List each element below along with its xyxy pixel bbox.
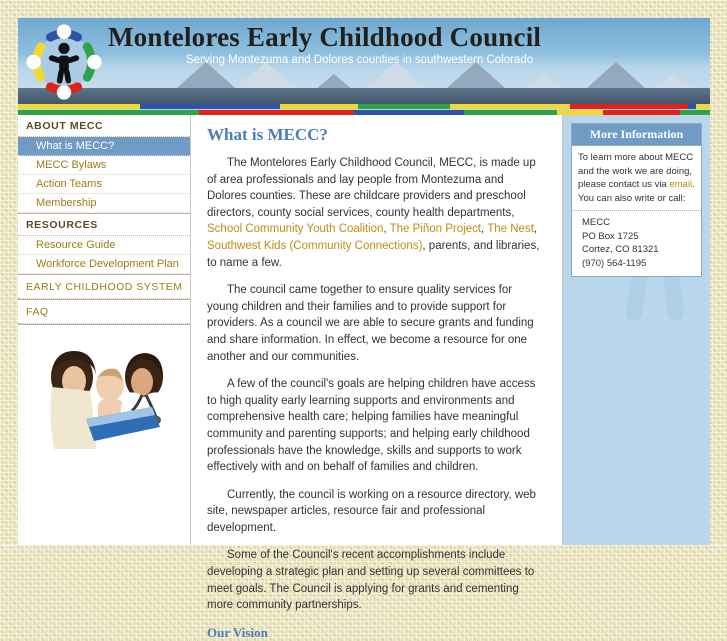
more-information-heading: More Information <box>572 124 701 146</box>
link-school-community-youth-coalition[interactable]: School Community Youth Coalition <box>207 223 384 236</box>
sep-3: , <box>533 223 538 236</box>
sidebar-item-what-is-mecc[interactable]: What is MECC? <box>18 137 190 156</box>
link-southwest-kids[interactable]: Southwest Kids (Community Connections) <box>207 239 423 252</box>
paragraph-intro-lead: The Montelores Early Childhood Council, MECC, is made up of area professionals and lay people from Montezuma and Dolores counties. These are childcare providers and preschool directors, county social services, county health departments, <box>207 157 536 219</box>
decorative-color-stripes <box>18 104 710 115</box>
left-sidebar <box>18 115 191 545</box>
circle-people-logo-icon <box>24 22 104 102</box>
info-text-before-link: To learn more about MECC and the work we are doing, please contact us via <box>578 152 694 190</box>
banner-title: Montelores Early Childhood Council <box>108 22 542 52</box>
banner-subtitle: Serving Montezuma and Dolores counties in southwestern Colorado <box>186 54 534 66</box>
stripe-segment <box>358 104 450 109</box>
more-information-body <box>572 146 701 211</box>
right-sidebar <box>563 115 710 545</box>
sidebar-group-about-mecc: ABOUT MECC <box>18 115 190 137</box>
link-pinon-project[interactable]: The Piñon Project <box>389 223 482 236</box>
stripe-segment <box>280 104 358 109</box>
stripe-segment <box>140 104 280 109</box>
sidebar-item-early-childhood-system[interactable]: EARLY CHILDHOOD SYSTEM <box>18 274 190 299</box>
paragraph-council-purpose: The council came together to ensure quality services for young children and their families and to provide support for providers. As a council we are able to secure grants and funding and share information. In effect, we become a resource for one another and our communities. <box>207 284 534 363</box>
stripe-segment <box>18 104 140 109</box>
stripe-segment <box>450 104 570 109</box>
email-link[interactable]: email <box>669 179 693 190</box>
sidebar-item-workforce-development-plan[interactable]: Workforce Development Plan <box>18 255 190 274</box>
paragraph-council-goals: A few of the council's goals are helping children have access to high quality early learning supports and environments and comprehensive health care; helping families have meaningful community and parenting supports; and helping early childhood professionals have the knowledge, skills and supports to work effectively with and on behalf of families and children. <box>207 378 536 474</box>
sidebar-item-action-teams[interactable]: Action Teams <box>18 175 190 194</box>
contact-address <box>572 211 701 276</box>
sep-2: , <box>481 223 488 236</box>
sidebar-divider <box>18 324 190 329</box>
address-line: PO Box 1725 <box>582 230 639 242</box>
page-frame <box>18 18 710 640</box>
more-information-box <box>571 123 702 277</box>
sidebar-item-resource-guide[interactable]: Resource Guide <box>18 236 190 255</box>
address-line: MECC <box>582 217 610 228</box>
sidebar-navigation <box>18 115 190 329</box>
sidebar-item-mecc-bylaws[interactable]: MECC Bylaws <box>18 156 190 175</box>
info-text-after-link: . You can also write or call: <box>578 179 695 204</box>
stripe-segment <box>570 104 688 109</box>
paragraph-current-work: Currently, the council is working on a resource directory, web site, newspaper articles, resource fair and professional development. <box>207 488 536 534</box>
main-content <box>191 115 563 640</box>
stripe-row-top <box>18 104 710 109</box>
address-line: (970) 564-1195 <box>582 257 647 269</box>
content-columns <box>18 115 710 640</box>
sidebar-item-faq[interactable]: FAQ <box>18 299 190 324</box>
address-line: Cortez, CO 81321 <box>582 244 659 255</box>
sidebar-item-membership[interactable]: Membership <box>18 194 190 213</box>
sidebar-photo <box>24 341 184 449</box>
sidebar-group-resources: RESOURCES <box>18 213 190 236</box>
paragraph-accomplishments: Some of the Council's recent accomplishments include developing a strategic plan and setting up several committees to meet goals. The Council is applying for grants and cementing more community partnerships. <box>207 549 535 612</box>
paragraph-intro <box>207 155 546 271</box>
stripe-segment <box>688 104 696 109</box>
paragraph-intro-tail: , parents, and libraries, to name a few. <box>207 239 540 269</box>
stripe-segment <box>696 104 710 109</box>
sep-1: , <box>383 223 390 236</box>
page-title: What is MECC? <box>207 125 328 144</box>
site-banner <box>18 18 710 104</box>
subheading-our-vision: Our Vision <box>207 624 268 640</box>
link-the-nest[interactable]: The Nest <box>487 223 534 236</box>
